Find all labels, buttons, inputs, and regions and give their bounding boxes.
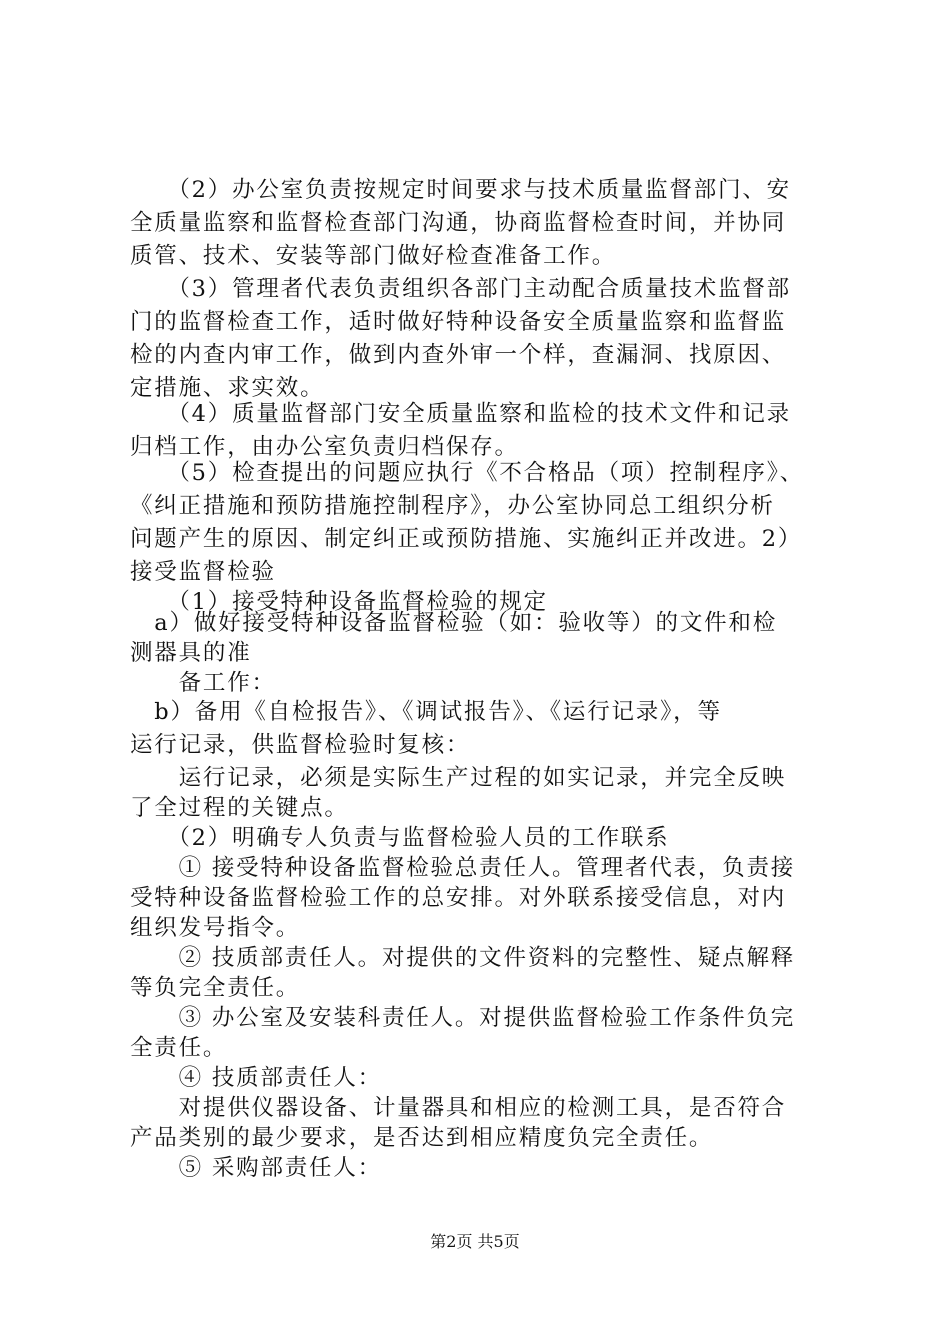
text-line: 运行记录，供监督检验时复核： xyxy=(130,732,471,758)
text-line: ③ 办公室及安装科责任人。对提供监督检验工作条件负完 xyxy=(130,1005,796,1031)
text-line: 检的内查内审工作，做到内查外审一个样，查漏洞、找原因、 xyxy=(130,342,787,368)
text-line: 接受监督检验 xyxy=(130,559,276,585)
text-line: a）做好接受特种设备监督检验（如：验收等）的文件和检 xyxy=(130,610,778,636)
text-line: （1）接受特种设备监督检验的规定 xyxy=(130,589,548,615)
page-number-footer: 第2页 共5页 xyxy=(430,1232,520,1251)
text-line: （4）质量监督部门安全质量监察和监检的技术文件和记录 xyxy=(130,401,791,427)
text-line: 组织发号指令。 xyxy=(130,915,301,941)
text-line: 备工作： xyxy=(130,670,276,696)
text-line: 全质量监察和监督检查部门沟通，协商监督检查时间，并协同 xyxy=(130,210,787,236)
text-line: 测器具的准 xyxy=(130,640,252,666)
text-line: ⑤ 采购部责任人： xyxy=(130,1155,382,1181)
text-line: 《纠正措施和预防措施控制程序》，办公室协同总工组织分析 xyxy=(130,493,775,519)
text-line: ④ 技质部责任人： xyxy=(130,1065,382,1091)
text-line: 受特种设备监督检验工作的总安排。对外联系接受信息，对内 xyxy=(130,885,787,911)
text-line: 全责任。 xyxy=(130,1035,228,1061)
text-line: 归档工作，由办公室负责归档保存。 xyxy=(130,434,519,460)
text-line: ① 接受特种设备监督检验总责任人。管理者代表，负责接 xyxy=(130,855,796,881)
text-line: 定措施、求实效。 xyxy=(130,375,325,401)
text-line: 对提供仪器设备、计量器具和相应的检测工具，是否符合 xyxy=(130,1095,787,1121)
text-line: （5）检查提出的问题应执行《不合格品（项）控制程序》、 xyxy=(130,460,805,486)
text-line: 产品类别的最少要求，是否达到相应精度负完全责任。 xyxy=(130,1125,714,1151)
text-line: 了全过程的关键点。 xyxy=(130,795,349,821)
text-line: 质管、技术、安装等部门做好检查准备工作。 xyxy=(130,243,617,269)
text-line: 问题产生的原因、制定纠正或预防措施、实施纠正并改进。2） xyxy=(130,526,803,552)
text-line: b）备用《自检报告》、《调试报告》、《运行记录》，等 xyxy=(130,699,722,725)
text-line: （2）办公室负责按规定时间要求与技术质量监督部门、安 xyxy=(130,177,791,203)
text-line: 等负完全责任。 xyxy=(130,975,301,1001)
text-line: 门的监督检查工作，适时做好特种设备安全质量监察和监督监 xyxy=(130,309,787,335)
text-line: （2）明确专人负责与监督检验人员的工作联系 xyxy=(130,825,670,851)
text-line: ② 技质部责任人。对提供的文件资料的完整性、疑点解释 xyxy=(130,945,796,971)
text-line: 运行记录，必须是实际生产过程的如实记录，并完全反映 xyxy=(130,765,787,791)
text-line: （3）管理者代表负责组织各部门主动配合质量技术监督部 xyxy=(130,276,791,302)
